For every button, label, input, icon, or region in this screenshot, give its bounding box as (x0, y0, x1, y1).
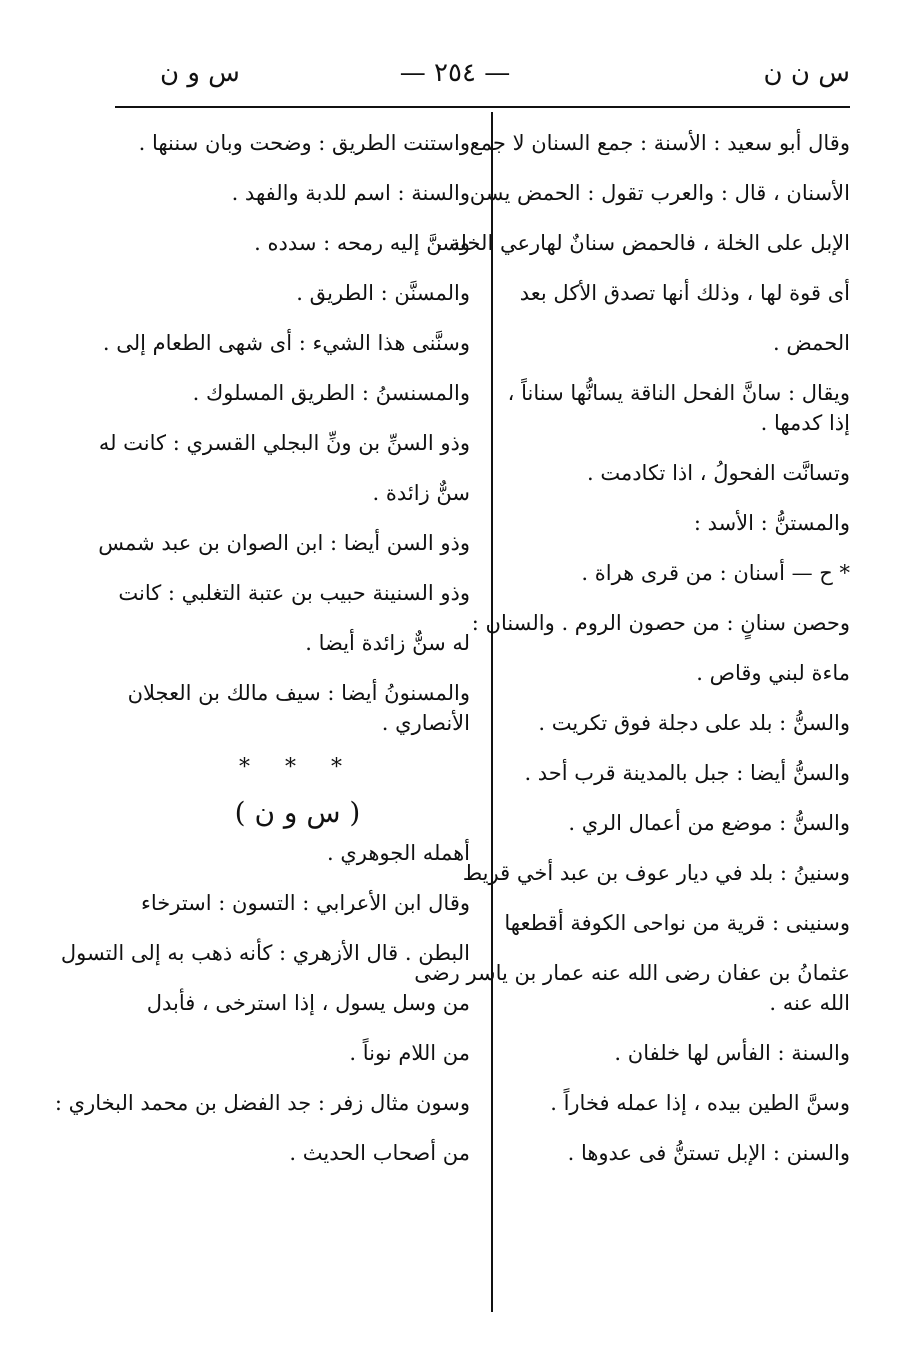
text-line: له سنٌّ زائدة أيضا . (305, 631, 470, 655)
header-root-left: س و ن (160, 58, 240, 88)
text-line: الأنصاري . (381, 711, 470, 735)
text-line: إذا كدمها . (760, 411, 850, 435)
text-line: والمستنُّ : الأسد : (693, 511, 850, 535)
text-line: وسنَّ الطين بيده ، إذا عمله فخاراً . (550, 1091, 850, 1115)
text-line: سنٌّ زائدة . (372, 481, 470, 505)
text-line: الله عنه . (769, 991, 850, 1015)
header-rule (115, 106, 850, 108)
text-line: ويقال : سانَّ الفحل الناقة يسانُّها سناناً ، (507, 381, 850, 405)
text-line: والسنن : الإبل تستنُّ فى عدوها . (567, 1141, 850, 1165)
text-line: الإبل على الخلة ، فالحمض سنانٌ لهارعي الخلة ، (435, 231, 850, 255)
text-line: والسنة : الفأس لها خلفان . (614, 1041, 850, 1065)
section-separator: * * * (239, 755, 356, 780)
text-line: الأسنان ، قال : والعرب تقول : الحمض يسن (469, 181, 850, 205)
text-line: والمسنَّن : الطريق . (296, 281, 470, 305)
text-line: عثمانُ بن عفان رضى الله عنه عمار بن ياسر رضى (414, 961, 850, 985)
text-line: وسنَّنى هذا الشيء : أى شهى الطعام إلى . (102, 331, 470, 355)
column-divider (491, 112, 493, 1312)
text-line: أهمله الجوهري . (326, 841, 470, 865)
page-number: — ٢٥٤ — (399, 58, 511, 88)
text-line: وذو السن أيضا : ابن الصوان بن عبد شمس (98, 531, 470, 555)
text-line: ماءة لبني وقاص . (696, 661, 850, 685)
text-line: والسنُّ : بلد على دجلة فوق تكريت . (538, 711, 850, 735)
text-line: وسنينى : قرية من نواحى الكوفة أقطعها (504, 911, 850, 935)
text-line: وذو السنينة حبيب بن عتبة التغلبي : كانت (118, 581, 470, 605)
root-heading: ( س و ن ) (234, 796, 361, 829)
text-line: البطن . قال الأزهري : كأنه ذهب به إلى التسول (60, 941, 470, 965)
text-line: واستنت الطريق : وضحت وبان سننها . (138, 131, 470, 155)
text-line: وقال ابن الأعرابي : التسون : استرخاء (141, 891, 470, 915)
text-line: من وسل يسول ، إذا استرخى ، فأبدل (146, 991, 470, 1015)
text-line: والسنُّ : موضع من أعمال الري . (568, 811, 850, 835)
text-line: أى قوة لها ، وذلك أنها تصدق الأكل بعد (519, 281, 850, 305)
text-line: والسنة : اسم للدبة والفهد . (231, 181, 470, 205)
text-line: والمسنسنُ : الطريق المسلوك . (192, 381, 470, 405)
text-line: وتسانَّت الفحولُ ، اذا تكادمت . (586, 461, 850, 485)
text-line: وذو السنِّ بن ونِّ البجلي القسري : كانت له (98, 431, 470, 455)
text-line: والمسنونُ أيضا : سيف مالك بن العجلان (127, 681, 470, 705)
left-column (54, 128, 470, 1168)
text-line: من أصحاب الحديث . (289, 1141, 470, 1165)
text-line: وسنينُ : بلد في ديار عوف بن عبد أخي قريط (462, 861, 850, 885)
text-line: من اللام نوناً . (349, 1041, 470, 1065)
text-line: * ح — أسنان : من قرى هراة . (581, 561, 850, 585)
text-line: وقال أبو سعيد : الأسنة : جمع السنان لا جمع (469, 131, 850, 155)
text-line: الحمض . (772, 331, 850, 355)
header-root-right: س ن ن (763, 58, 850, 88)
text-line: وسنَّ إليه رمحه : سدده . (254, 231, 470, 255)
text-line: وحصن سنانٍ : من حصون الروم . والسنان : (471, 611, 850, 635)
text-line: وسون مثال زفر : جد الفضل بن محمد البخاري : (54, 1091, 470, 1115)
text-line: والسنُّ أيضا : جبل بالمدينة قرب أحد . (524, 761, 850, 785)
